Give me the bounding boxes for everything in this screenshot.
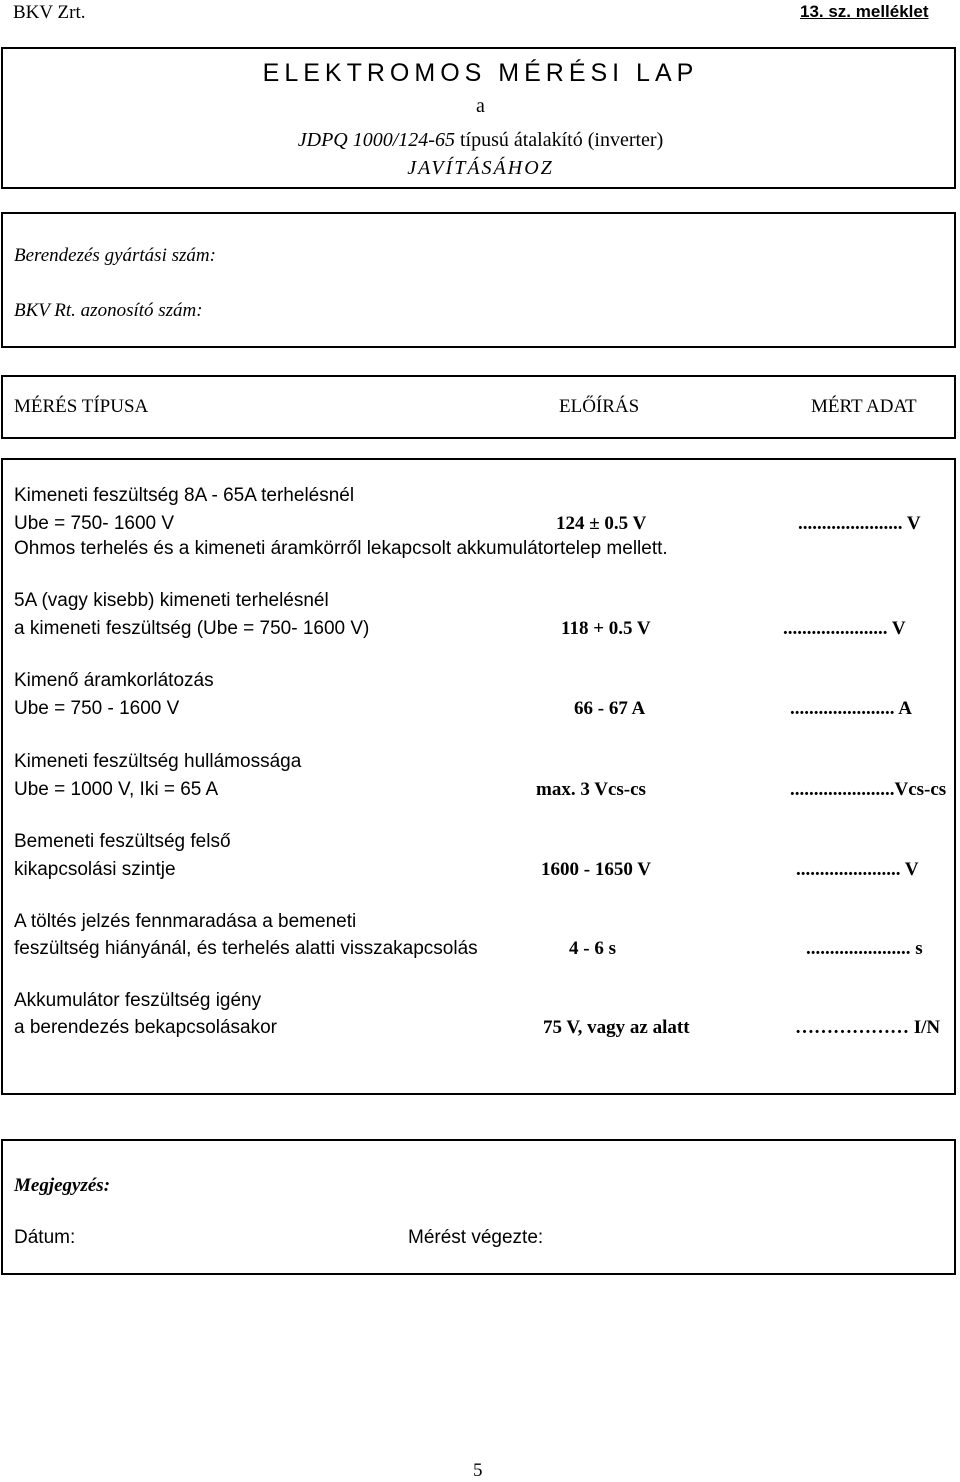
measurement-6-line-1: A töltés jelzés fennmaradása a bemeneti	[14, 911, 357, 932]
col-header-type: MÉRÉS TÍPUSA	[14, 396, 149, 417]
date-label: Dátum:	[14, 1227, 76, 1248]
measurement-4-spec: max. 3 Vcs-cs	[536, 779, 646, 800]
measurement-5-spec: 1600 - 1650 V	[541, 859, 651, 880]
measurement-3-line-1: Kimenő áramkorlátozás	[14, 670, 214, 691]
measurement-5-measured[interactable]: ...................... V	[796, 859, 919, 880]
measurement-4-line-1: Kimeneti feszültség hullámossága	[14, 751, 302, 772]
measurement-6-line-2: feszültség hiányánál, és terhelés alatti visszakapcsolás	[14, 938, 478, 959]
measurement-4-measured[interactable]: ......................Vcs-cs	[790, 779, 947, 800]
page-number: 5	[473, 1460, 483, 1481]
measurement-1-measured[interactable]: ...................... V	[798, 513, 921, 534]
remark-label: Megjegyzés:	[14, 1175, 111, 1196]
appendix-label: 13. sz. melléklet	[800, 2, 929, 21]
measurement-1-spec: 124 ± 0.5 V	[556, 513, 647, 534]
performer-label: Mérést végezte:	[408, 1227, 544, 1248]
device-code: JDPQ 1000/124-65	[297, 129, 455, 151]
measurement-2-line-1: 5A (vagy kisebb) kimeneti terhelésnél	[14, 590, 329, 611]
measurement-7-line-1: Akkumulátor feszültség igény	[14, 990, 262, 1011]
serial-number-label: Berendezés gyártási szám:	[14, 245, 216, 266]
measurement-2-line-2: a kimeneti feszültség (Ube = 750- 1600 V)	[14, 618, 370, 639]
measurement-7-measured[interactable]: ……………… I/N	[795, 1017, 941, 1038]
measurement-5-line-1: Bemeneti feszültség felső	[14, 831, 231, 852]
page-title: ELEKTROMOS MÉRÉSI LAP	[262, 59, 699, 87]
measurement-2-measured[interactable]: ...................... V	[783, 618, 906, 639]
measurement-4-line-2: Ube = 1000 V, Iki = 65 A	[14, 779, 219, 800]
identification-block	[1, 212, 956, 348]
measurement-3-line-2: Ube = 750 - 1600 V	[14, 698, 180, 719]
title-purpose: JAVÍTÁSÁHOZ	[407, 157, 554, 179]
col-header-spec: ELŐÍRÁS	[559, 396, 640, 417]
measurement-1-note: Ohmos terhelés és a kimeneti áramkörről lekapcsolt akkumulátortelep mellett.	[14, 538, 668, 559]
measurement-2-spec: 118 + 0.5 V	[561, 618, 651, 639]
measurement-3-spec: 66 - 67 A	[574, 698, 646, 719]
device-line	[3, 129, 958, 152]
measurement-5-line-2: kikapcsolási szintje	[14, 859, 176, 880]
notes-block	[1, 1139, 956, 1275]
measurement-7-spec: 75 V, vagy az alatt	[543, 1017, 690, 1038]
measurement-1-line-1: Kimeneti feszültség 8A - 65A terhelésnél	[14, 485, 355, 506]
company-name: BKV Zrt.	[13, 2, 86, 23]
title-article: a	[476, 95, 485, 117]
col-header-measured: MÉRT ADAT	[811, 396, 917, 417]
measurement-1-line-2: Ube = 750- 1600 V	[14, 513, 175, 534]
measurement-6-measured[interactable]: ...................... s	[806, 938, 923, 959]
bkv-id-label: BKV Rt. azonosító szám:	[14, 300, 203, 321]
measurement-7-line-2: a berendezés bekapcsolásakor	[14, 1017, 278, 1038]
measurement-3-measured[interactable]: ...................... A	[790, 698, 912, 719]
column-headers	[1, 375, 956, 439]
measurement-6-spec: 4 - 6 s	[569, 938, 616, 959]
device-description: típusú átalakító (inverter)	[454, 129, 664, 151]
measurements-block	[1, 458, 956, 1095]
title-block	[1, 47, 956, 189]
